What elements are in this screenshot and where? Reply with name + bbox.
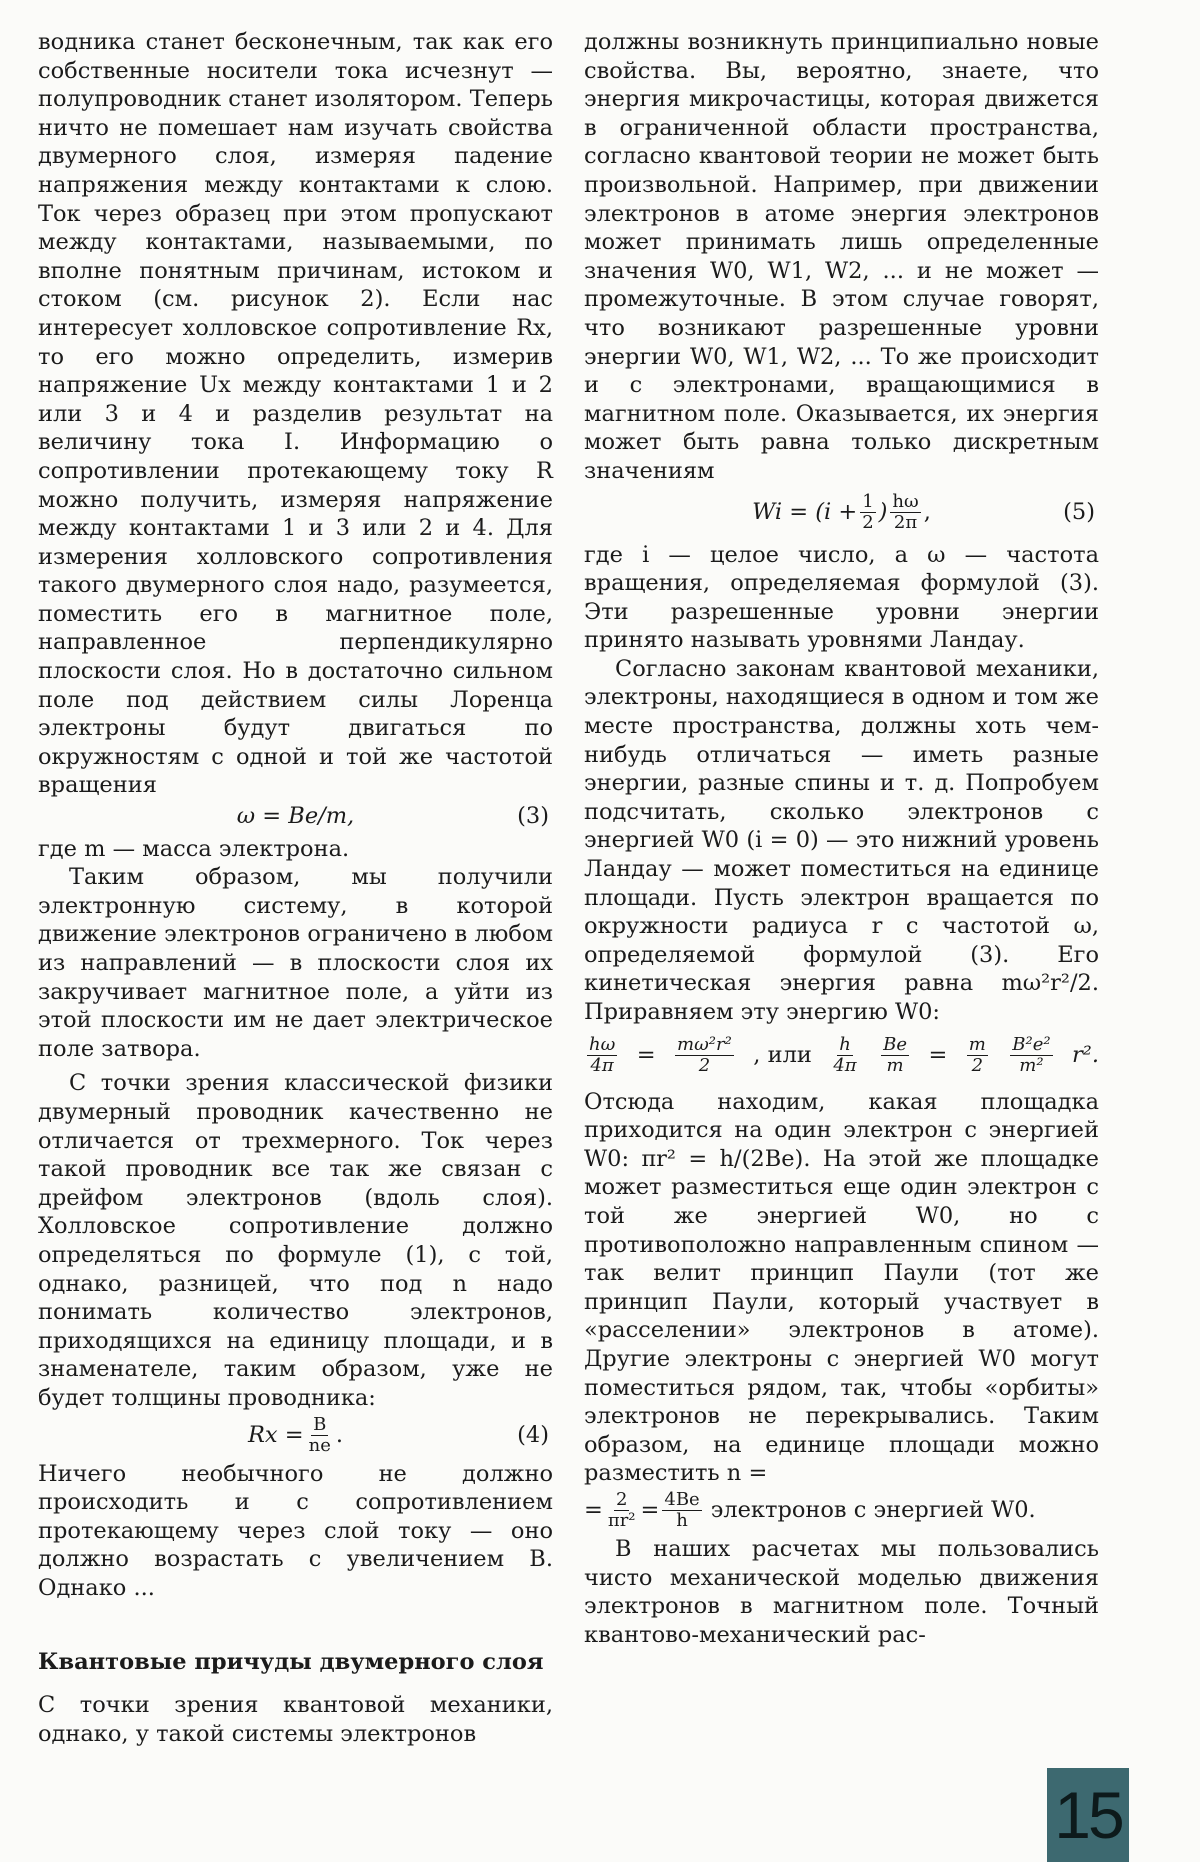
equation-number: (4) [517,1421,549,1448]
numerator: 4Be [664,1488,700,1510]
numerator: B²e² [1012,1033,1051,1055]
equation-lhs: Wi = (i + [752,498,858,525]
equation-number: (3) [517,803,549,830]
fraction [1010,1035,1052,1076]
right-column [584,28,1099,1649]
equation-tail: . [335,1421,344,1448]
equation-body: ω = Be/m, [236,803,355,830]
denominator: h [676,1509,688,1531]
fraction [860,492,875,533]
equation-or: , или [753,1041,812,1068]
paragraph: С точки зрения квантовой механики, однако, у такой системы электронов [38,1692,553,1747]
paragraph: где i — целое число, а ω — частота вращения, определяемая формулой (3). Эти разрешенные уровни энергии принято называть уровнями Ландау. [584,541,1099,654]
fraction [307,1415,333,1456]
numerator: B [313,1413,327,1435]
denominator: 2 [698,1054,711,1076]
fraction [881,1035,909,1076]
denominator: 4π [833,1054,857,1076]
fraction [606,1490,638,1531]
denominator: πr² [607,1509,636,1531]
equals-sign: = [640,1497,660,1524]
equation-lhs: Rx = [247,1421,304,1448]
numerator: mω²r² [677,1033,732,1055]
fraction [831,1035,858,1076]
paragraph: С точки зрения классической физики двумерный проводник качественно не отличается от трехмерного. Ток через такой проводник все так же связан с дрейфом электронов (вдоль слоя). Холловское сопротивление должно определяться по формуле (1), с той, однако, разницей, что под n надо понимать количество электронов, приходящихся на единицу площади, и в знаменателе, таким образом, уже не будет толщины проводника: [38,1070,553,1411]
left-column [38,28,553,1748]
paragraph: должны возникнуть принципиально новые свойства. Вы, вероятно, знаете, что энергия микрочастицы, которая движется в ограниченной области пространства, согласно квантовой теории не может быть произвольной. Например, при движении электронов в атоме энергия электронов может принимать лишь определенные значения W0, W1, W2, ... и не может — промежуточные. В этом случае говорят, что возникают разрешенные уровни энергии W0, W1, W2, ... То же происходит и с электронами, вращающимися в магнитном поле. Оказывается, их энергия может быть равна только дискретным значениям [584,29,1099,484]
paragraph: Таким образом, мы получили электронную систему, в которой движение электронов ограничено в любом из направлений — в плоскости слоя их закручивает магнитное поле, а уйти из этой плоскости им не дает электрическое поле затвора. [38,864,553,1062]
denominator: 2 [971,1054,984,1076]
numerator: h [839,1033,851,1055]
numerator: m [968,1033,986,1055]
section-heading: Квантовые причуды двумерного слоя [38,1649,544,1676]
paragraph: где m — масса электрона. [38,835,350,862]
paragraph: Ничего необычного не должно происходить и с сопротивлением протекающему через слой току — оно должно возрастать с увеличением B. Однако ... [38,1460,553,1601]
equals-sign: = [636,1041,656,1068]
equation-number: (5) [1063,498,1095,525]
page-number: 15 [1047,1768,1129,1862]
equation-tail: электронов с энергией W0. [710,1497,1036,1524]
denominator: 2π [893,511,918,533]
fraction [662,1490,701,1531]
paragraph: В наших расчетах мы пользовались чисто механической моделью движения электронов в магнитном поле. Точный квантово-механический рас- [584,1535,1099,1648]
fraction [675,1035,734,1076]
fraction [890,492,920,533]
fraction [587,1035,617,1076]
equation-energy [584,1027,1099,1088]
equals-sign: = [928,1041,948,1068]
paragraph: водника станет бесконечным, так как его собственные носители тока исчезнут — полупроводник станет изолятором. Теперь ничто не помешает нам изучать свойства двумерного слоя, измеряя падение напряжения между контактами к слою. Ток через образец при этом пропускают между контактами, называемыми, по вполне понятным причинам, истоком и стоком (см. рисунок 2). Если нас интересует холловское сопротивление Rx, то его можно определить, измерив напряжение Ux между контактами 1 и 2 или 3 и 4 и разделив результат на величину тока I. Информацию о сопротивлении протекающему току R можно получить, измеряя напряжение между контактами 1 и 3 или 2 и 4. Для измерения холловского сопротивления такого двумерного слоя надо, разумеется, поместить его в магнитное поле, направленное перпендикулярно плоскости слоя. Но в достаточно сильном поле под действием силы Лоренца электроны будут двигаться по окружностям с одной и той же частотой вращения [38,29,554,799]
equation-3 [38,802,553,831]
equation-tail: , [923,498,931,525]
equation-tail: r². [1072,1041,1099,1068]
denominator: 2 [862,511,874,533]
denominator: 4π [590,1054,614,1076]
paragraph: Отсюда находим, какая площадка приходится на один электрон с энергией W0: πr² = h/(2Be). На этой же площадке может разместиться еще один электрон с той же энергией W0, но с противоположно направленным спином — так велит принцип Паули (тот же принцип Паули, который участвует в «расселении» электронов в атоме). Другие электроны с энергией W0 могут поместиться рядом, так, чтобы «орбиты» электронов не перекрывались. Таким образом, на единице площади можно разместить n = [584,1088,1099,1487]
denominator: m [886,1054,904,1076]
numerator: 1 [862,490,874,512]
numerator: hω [892,490,919,512]
paragraph: Согласно законам квантовой механики, электроны, находящиеся в одном и том же месте пространства, должны хоть чем-нибудь отличаться — иметь разные энергии, разные спины и т. д. Попробуем подсчитать, сколько электронов с энергией W0 (i = 0) — это нижний уровень Ландау — может поместиться на единице площади. Пусть электрон вращается по окружности радиуса r с частотой ω, определяемой формулой (3). Его кинетическая энергия равна mω²r²/2. Приравняем эту энергию W0: [584,655,1099,1025]
denominator: m² [1019,1054,1044,1076]
numerator: hω [589,1033,616,1055]
numerator: 2 [615,1488,628,1510]
equation-4 [38,1415,553,1456]
denominator: ne [308,1434,331,1456]
numerator: Be [883,1033,907,1055]
equals-sign: = [584,1497,603,1524]
equation-density [584,1490,1099,1531]
equation-paren: ) [878,498,888,525]
fraction [967,1035,988,1076]
equation-5 [584,492,1099,533]
